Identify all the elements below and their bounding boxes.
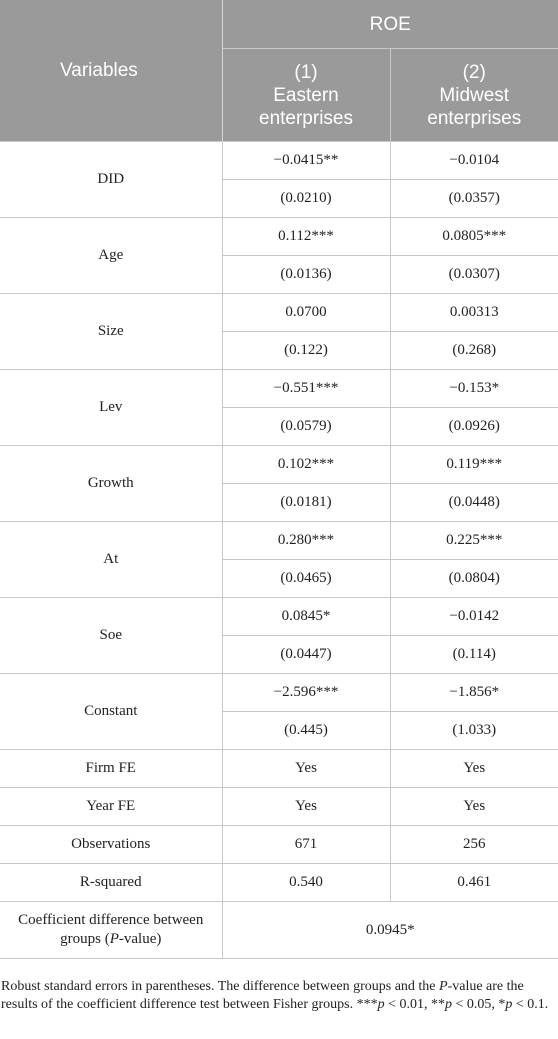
coef-cell: −0.0142	[390, 598, 558, 636]
row-label-r-squared: R-squared	[0, 864, 222, 902]
coef-cell: −0.153*	[390, 370, 558, 408]
value-cell: 256	[390, 826, 558, 864]
se-cell: (0.445)	[222, 712, 390, 750]
value-cell: Yes	[390, 788, 558, 826]
diff-label-line-2a: groups (	[60, 931, 110, 947]
row-label-constant: Constant	[0, 674, 222, 750]
row-label-coefficient-difference	[0, 902, 222, 959]
row-label-firm-fe: Firm FE	[0, 750, 222, 788]
row-label-size: Size	[0, 294, 222, 370]
row-label-age: Age	[0, 218, 222, 294]
value-cell: Yes	[222, 788, 390, 826]
footnote-part-5: < 0.1.	[512, 997, 549, 1012]
se-cell: (0.0210)	[222, 180, 390, 218]
value-cell: 671	[222, 826, 390, 864]
diff-label-line-2b: -value)	[118, 931, 162, 947]
se-cell: (0.0804)	[390, 560, 558, 598]
footnote-p-italic: P	[439, 979, 448, 994]
row-label-lev: Lev	[0, 370, 222, 446]
footnote-p-2: p	[445, 997, 452, 1012]
se-cell: (0.122)	[222, 332, 390, 370]
footnote-part-4: < 0.05, *	[452, 997, 506, 1012]
se-cell: (1.033)	[390, 712, 558, 750]
se-cell: (0.0465)	[222, 560, 390, 598]
coef-cell: 0.0805***	[390, 218, 558, 256]
coef-cell: −0.0104	[390, 142, 558, 180]
header-col-1-line-1: Eastern	[273, 84, 339, 106]
coef-cell: 0.102***	[222, 446, 390, 484]
se-cell: (0.0307)	[390, 256, 558, 294]
header-col-2-number: (2)	[462, 61, 486, 83]
footnote-p-3: p	[505, 997, 513, 1012]
coef-cell: 0.0845*	[222, 598, 390, 636]
se-cell: (0.0136)	[222, 256, 390, 294]
coef-cell: −0.551***	[222, 370, 390, 408]
footnote-part-1: Robust standard errors in parentheses. The difference between groups and the	[1, 979, 440, 994]
se-cell: (0.0448)	[390, 484, 558, 522]
coef-cell: −0.0415**	[222, 142, 390, 180]
coef-cell: 0.225***	[390, 522, 558, 560]
coef-cell: 0.112***	[222, 218, 390, 256]
se-cell: (0.0357)	[390, 180, 558, 218]
header-roe: ROE	[222, 0, 558, 49]
value-cell: Yes	[222, 750, 390, 788]
coef-cell: 0.00313	[390, 294, 558, 332]
value-cell: 0.461	[390, 864, 558, 902]
coef-cell: 0.280***	[222, 522, 390, 560]
coefficient-difference-value: 0.0945*	[222, 902, 558, 959]
row-label-soe: Soe	[0, 598, 222, 674]
diff-label-p: P	[109, 931, 119, 947]
coef-cell: 0.119***	[390, 446, 558, 484]
table-footnote	[1, 978, 556, 1014]
value-cell: Yes	[390, 750, 558, 788]
header-col-1-number: (1)	[294, 61, 318, 83]
header-col-1	[222, 49, 390, 142]
row-label-growth: Growth	[0, 446, 222, 522]
header-col-2	[390, 49, 558, 142]
header-col-2-line-1: Midwest	[439, 84, 510, 106]
footnote-p-1: p	[377, 997, 385, 1012]
se-cell: (0.0447)	[222, 636, 390, 674]
header-variables: Variables	[0, 0, 222, 142]
coef-cell: 0.0700	[222, 294, 390, 332]
diff-label-line-1: Coefficient difference between	[18, 912, 204, 928]
se-cell: (0.114)	[390, 636, 558, 674]
se-cell: (0.268)	[390, 332, 558, 370]
se-cell: (0.0181)	[222, 484, 390, 522]
footnote-part-2: -value are the results of the coefficient difference test between Fisher groups. ***	[1, 979, 524, 1012]
se-cell: (0.0579)	[222, 408, 390, 446]
coef-cell: −2.596***	[222, 674, 390, 712]
header-col-1-line-2: enterprises	[259, 107, 353, 129]
row-label-year-fe: Year FE	[0, 788, 222, 826]
row-label-observations: Observations	[0, 826, 222, 864]
header-col-2-line-2: enterprises	[427, 107, 522, 129]
footnote-part-3: < 0.01, **	[384, 997, 445, 1012]
coef-cell: −1.856*	[390, 674, 558, 712]
value-cell: 0.540	[222, 864, 390, 902]
row-label-at: At	[0, 522, 222, 598]
se-cell: (0.0926)	[390, 408, 558, 446]
row-label-did: DID	[0, 142, 222, 218]
